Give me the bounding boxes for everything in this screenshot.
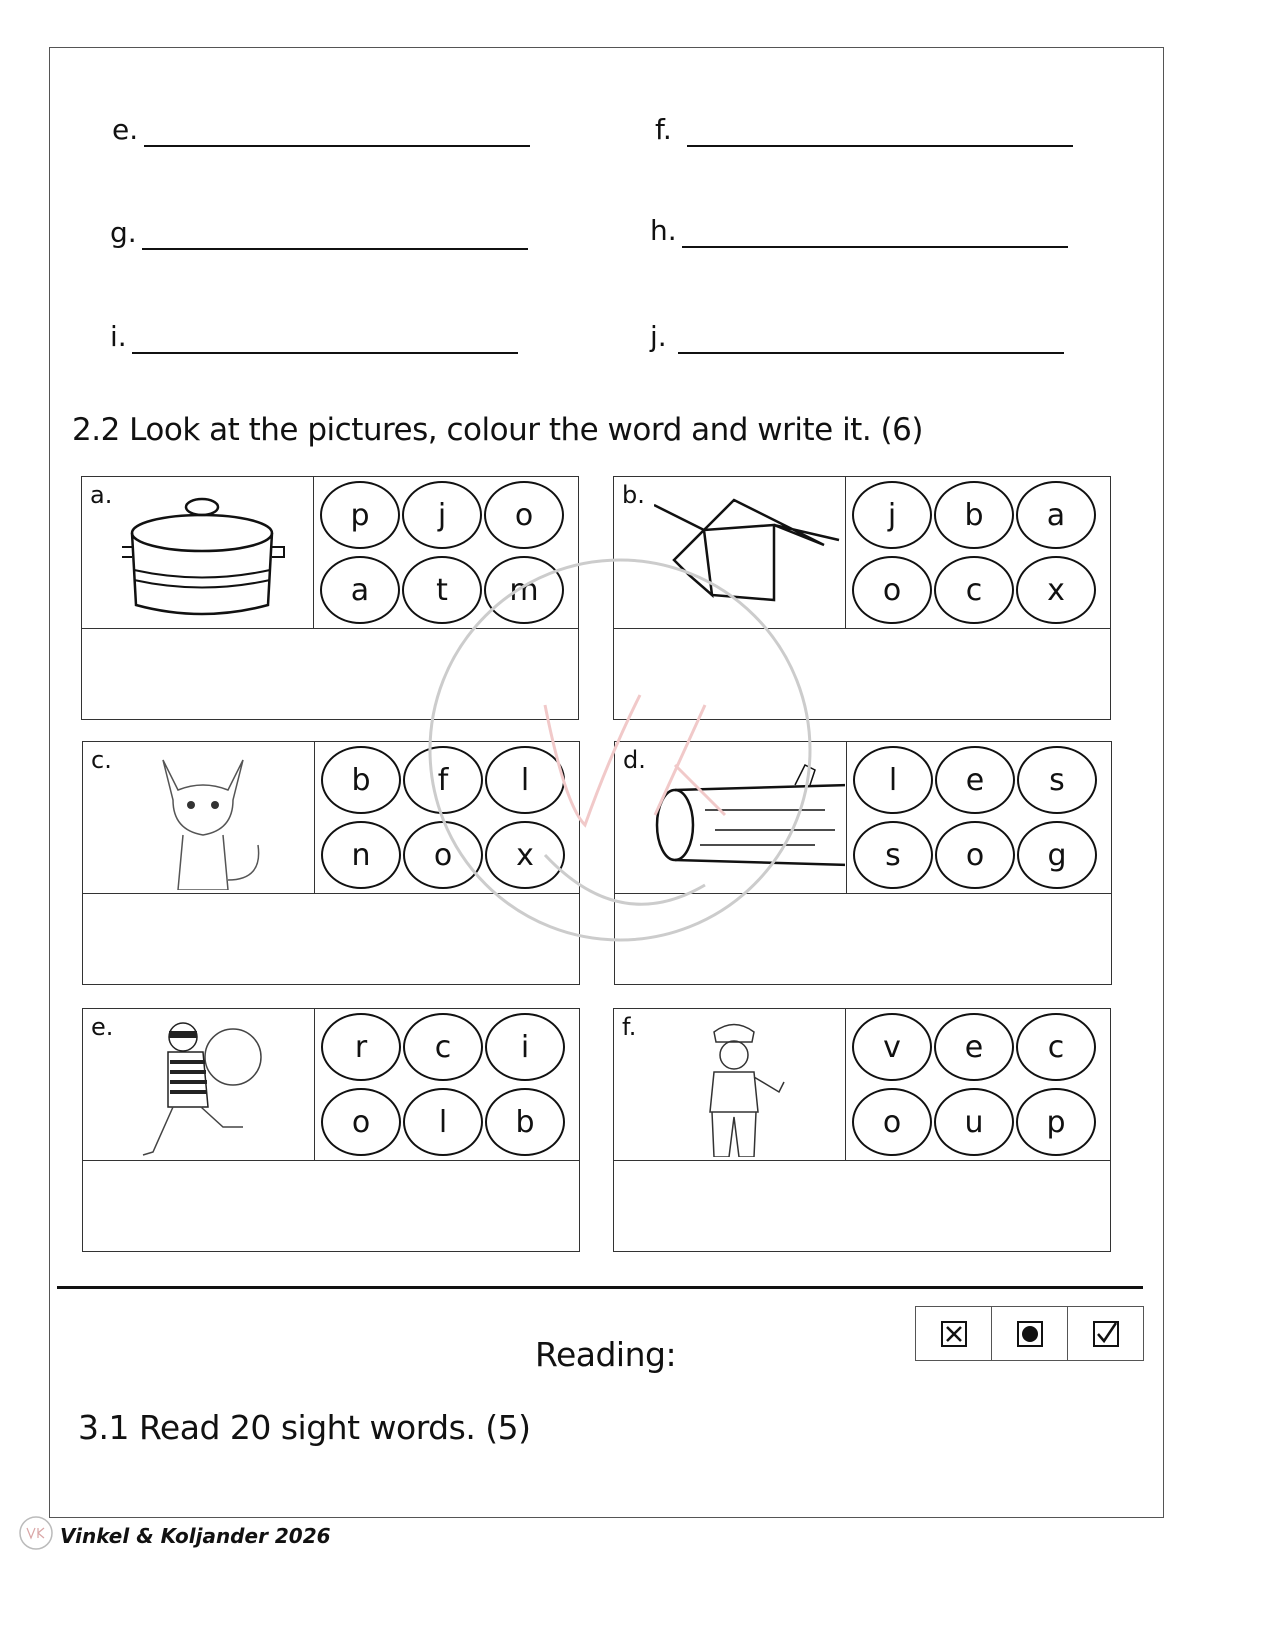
letter-circle[interactable]: i <box>485 1013 565 1081</box>
line-label: e. <box>112 113 139 146</box>
letter-circle[interactable]: o <box>484 481 564 549</box>
line-label: g. <box>110 216 137 249</box>
log-icon <box>655 750 845 890</box>
section-heading-2-2: 2.2 Look at the pictures, colour the word and write it. (6) <box>72 412 923 448</box>
picture-cell <box>83 1009 315 1160</box>
letter-circle[interactable]: f <box>403 746 483 814</box>
self-assessment-boxes <box>915 1306 1144 1361</box>
section-divider <box>57 1286 1143 1289</box>
pot-icon <box>122 485 312 625</box>
line-label: f. <box>655 113 672 146</box>
cross-box-icon <box>941 1321 967 1347</box>
letter-circle[interactable]: a <box>320 556 400 624</box>
letter-circle[interactable]: j <box>402 481 482 549</box>
fox-icon <box>123 750 313 890</box>
answer-box[interactable] <box>83 894 579 984</box>
picture-cell <box>82 477 314 628</box>
footer-logo <box>18 1515 54 1551</box>
letter-circle[interactable]: x <box>1016 556 1096 624</box>
letter-circle[interactable]: n <box>321 821 401 889</box>
picture-word-card <box>613 476 1111 720</box>
letter-circle[interactable]: s <box>853 821 933 889</box>
letter-circle[interactable]: u <box>934 1088 1014 1156</box>
letter-circle[interactable]: o <box>852 556 932 624</box>
letter-circle[interactable]: t <box>402 556 482 624</box>
card-letter: e. <box>91 1013 114 1041</box>
answer-box[interactable] <box>615 894 1111 984</box>
letter-circle[interactable]: c <box>1016 1013 1096 1081</box>
picture-word-card <box>82 741 580 985</box>
robber-icon <box>123 1017 313 1157</box>
letter-circle[interactable]: e <box>934 1013 1014 1081</box>
answer-box[interactable] <box>614 1161 1110 1251</box>
picture-word-card <box>82 1008 580 1252</box>
footer-copyright: Vinkel & Koljander 2026 <box>60 1524 331 1548</box>
picture-cell <box>614 1009 846 1160</box>
letter-circle[interactable]: b <box>485 1088 565 1156</box>
answer-box[interactable] <box>614 629 1110 719</box>
card-letter: a. <box>90 481 113 509</box>
letter-circle[interactable]: c <box>403 1013 483 1081</box>
letter-circle[interactable]: l <box>485 746 565 814</box>
letter-circle[interactable]: m <box>484 556 564 624</box>
letter-circle[interactable]: p <box>1016 1088 1096 1156</box>
picture-cell <box>615 742 847 893</box>
letter-circle[interactable]: a <box>1016 481 1096 549</box>
letter-circle[interactable]: o <box>321 1088 401 1156</box>
card-letter: c. <box>91 746 112 774</box>
letter-circle[interactable]: r <box>321 1013 401 1081</box>
letter-circle[interactable]: o <box>403 821 483 889</box>
picture-cell <box>614 477 846 628</box>
letter-circle[interactable]: e <box>935 746 1015 814</box>
picture-cell <box>83 742 315 893</box>
card-letter: f. <box>622 1013 637 1041</box>
letter-circle[interactable]: b <box>321 746 401 814</box>
letter-circle[interactable]: s <box>1017 746 1097 814</box>
reading-title: Reading: <box>535 1335 677 1374</box>
dot-icon <box>1017 1321 1043 1347</box>
police-officer-icon <box>654 1017 844 1157</box>
rating-check[interactable] <box>1068 1307 1143 1360</box>
box-icon <box>654 485 844 625</box>
reading-task: 3.1 Read 20 sight words. (5) <box>78 1408 531 1447</box>
line-label: h. <box>650 214 677 247</box>
picture-word-card <box>614 741 1112 985</box>
answer-box[interactable] <box>83 1161 579 1251</box>
card-letter: d. <box>623 746 646 774</box>
letter-circle[interactable]: l <box>853 746 933 814</box>
letter-circle[interactable]: x <box>485 821 565 889</box>
card-letter: b. <box>622 481 645 509</box>
letter-circle[interactable]: p <box>320 481 400 549</box>
rating-dot[interactable] <box>992 1307 1068 1360</box>
letter-circle[interactable]: v <box>852 1013 932 1081</box>
letter-circle[interactable]: o <box>852 1088 932 1156</box>
answer-box[interactable] <box>82 629 578 719</box>
letter-circle[interactable]: c <box>934 556 1014 624</box>
letter-circle[interactable]: l <box>403 1088 483 1156</box>
line-label: j. <box>650 320 667 353</box>
picture-word-card <box>81 476 579 720</box>
letter-circle[interactable]: b <box>934 481 1014 549</box>
letter-circle[interactable]: o <box>935 821 1015 889</box>
letter-circle[interactable]: j <box>852 481 932 549</box>
rating-cross[interactable] <box>916 1307 992 1360</box>
check-icon <box>1093 1321 1119 1347</box>
letter-circle[interactable]: g <box>1017 821 1097 889</box>
line-label: i. <box>110 320 127 353</box>
picture-word-card <box>613 1008 1111 1252</box>
